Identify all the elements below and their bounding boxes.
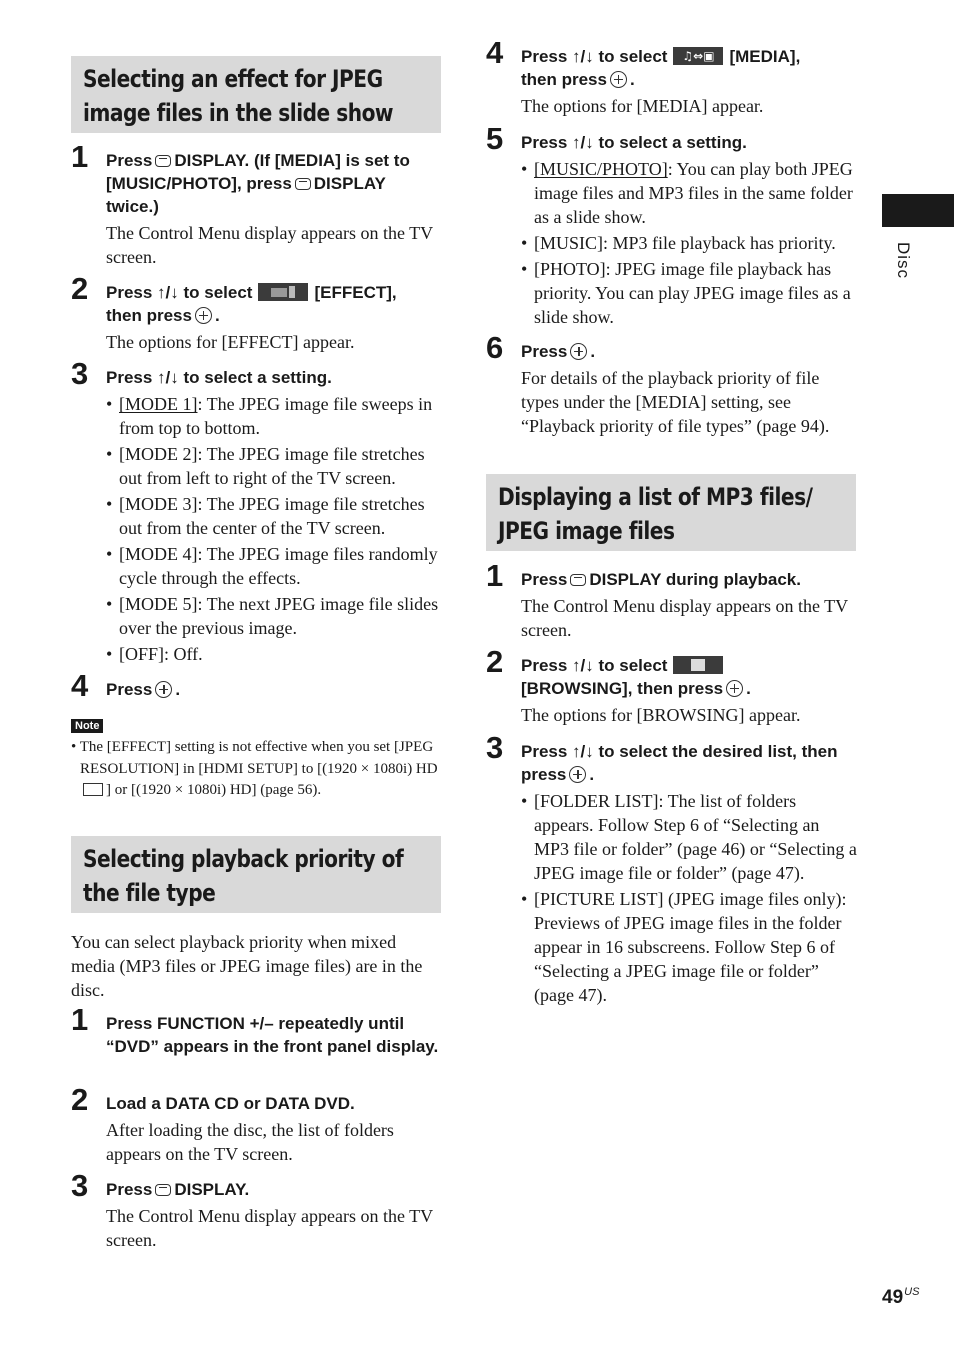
step-number: 2	[486, 644, 504, 679]
step-number: 2	[71, 271, 89, 306]
enter-button-icon	[726, 680, 743, 697]
note-text: • The [EFFECT] setting is not effective when you set [JPEG RESOLUTION] in [HDMI SETUP] to [(1920 × 1080i) HD] or [(1920 × 1080i) HD] (page 56).	[71, 739, 438, 798]
step-number: 3	[71, 1168, 89, 1203]
list-step-1	[486, 558, 858, 642]
list-item: • [PICTURE LIST] (JPEG image files only): Previews of JPEG image files in the folder appear in 16 subscreens. Follow Step 6 of “Selecting a JPEG image file or folder” (page 47).	[521, 887, 858, 1007]
display-button-icon	[295, 178, 311, 190]
step-title: Press ↑/↓ to select a setting.	[106, 368, 332, 387]
section-heading-priority: Selecting playback priority of the file type	[71, 836, 441, 913]
step-body: The options for [EFFECT] appear.	[106, 332, 355, 353]
step-number: 1	[71, 139, 89, 174]
step-number: 6	[486, 330, 504, 365]
list-item: • [MUSIC]: MP3 file playback has priority.	[521, 231, 858, 255]
effect-step-2	[71, 271, 441, 354]
step-title: Press ↑/↓ to select ♫⇔▣ [MEDIA], then press .	[521, 47, 801, 90]
step-number: 3	[486, 730, 504, 765]
step-body: The options for [BROWSING] appear.	[521, 705, 801, 726]
media-menu-icon: ♫⇔▣	[673, 47, 723, 65]
effect-step-3	[71, 356, 441, 668]
browsing-list-options	[521, 789, 858, 1007]
list-item: • [MODE 3]: The JPEG image file stretches out from the center of the TV screen.	[106, 492, 441, 540]
step-number: 3	[71, 356, 89, 391]
step-number: 5	[486, 121, 504, 156]
enter-button-icon	[569, 766, 586, 783]
step-title: Press ↑/↓ to select [BROWSING], then press .	[521, 656, 751, 699]
page-number: $49^{US}$	[882, 1286, 920, 1308]
priority-step-1	[71, 1002, 441, 1058]
section-heading-jpeg-effect: Selecting an effect for JPEG image files in the slide show	[71, 56, 441, 133]
effect-step-1	[71, 139, 441, 269]
hd-frame-icon	[83, 783, 103, 796]
step-number: 4	[71, 668, 89, 703]
priority-step-6	[486, 330, 858, 438]
display-button-icon	[155, 155, 171, 167]
step-title: Press .	[106, 680, 181, 699]
display-button-icon	[155, 1184, 171, 1196]
list-item: • [MODE 1]: The JPEG image file sweeps in from top to bottom.	[106, 392, 441, 440]
priority-step-5	[486, 121, 858, 331]
step-title: Press ↑/↓ to select a setting.	[521, 133, 747, 152]
priority-step-4	[486, 35, 858, 118]
step-body: The Control Menu display appears on the TV screen.	[106, 223, 433, 267]
page-region-suffix: US	[904, 1286, 920, 1298]
enter-button-icon	[195, 307, 212, 324]
effect-step-4	[71, 668, 441, 703]
step-body: For details of the playback priority of file types under the [MEDIA] setting, see “Playback priority of file types” (page 94).	[521, 368, 830, 436]
priority-step-2	[71, 1082, 441, 1166]
step-title: Press .	[521, 342, 596, 361]
list-item: • [PHOTO]: JPEG image file playback has priority. You can play JPEG image files as a slide show.	[521, 257, 858, 329]
list-item: • [MUSIC/PHOTO]: You can play both JPEG image files and MP3 files in the same folder as a slide show.	[521, 157, 858, 229]
chapter-tab-marker	[882, 194, 954, 227]
list-step-2	[486, 644, 858, 727]
step-body: The Control Menu display appears on the TV screen.	[521, 596, 848, 640]
step-number: 1	[71, 1002, 89, 1037]
step-number: 2	[71, 1082, 89, 1117]
effect-mode-list	[106, 392, 441, 666]
step-title: Press ↑/↓ to select the desired list, then press .	[521, 742, 838, 784]
step-title: Press DISPLAY. (If [MEDIA] is set to [MUSIC/PHOTO], press DISPLAY twice.)	[106, 151, 410, 216]
step-body: The Control Menu display appears on the TV screen.	[106, 1206, 433, 1250]
step-title: Press DISPLAY.	[106, 1180, 250, 1199]
chapter-tab-label: Disc	[894, 242, 913, 280]
media-setting-list	[521, 157, 858, 329]
step-title: Load a DATA CD or DATA DVD.	[106, 1094, 355, 1113]
step-number: 4	[486, 35, 504, 70]
list-item: • [FOLDER LIST]: The list of folders appears. Follow Step 6 of “Selecting an MP3 file or folder” (page 46) or “Selecting a JPEG image file or folder” (page 47).	[521, 789, 858, 885]
step-title: Press ↑/↓ to select [EFFECT], then press .	[106, 283, 397, 326]
section-heading-list: Displaying a list of MP3 files/ JPEG image files	[486, 474, 856, 551]
enter-button-icon	[570, 343, 587, 360]
step-title: Press DISPLAY during playback.	[521, 570, 801, 589]
step-body: The options for [MEDIA] appear.	[521, 96, 764, 117]
list-item: • [OFF]: Off.	[106, 642, 441, 666]
browsing-menu-icon	[673, 656, 723, 674]
priority-step-3	[71, 1168, 441, 1252]
priority-intro: You can select playback priority when mixed media (MP3 files or JPEG image files) are in the disc.	[71, 932, 423, 1000]
display-button-icon	[570, 574, 586, 586]
list-step-3	[486, 730, 858, 1009]
list-item: • [MODE 2]: The JPEG image file stretches out from left to right of the TV screen.	[106, 442, 441, 490]
enter-button-icon	[610, 71, 627, 88]
effect-menu-icon	[258, 283, 308, 301]
enter-button-icon	[155, 681, 172, 698]
step-title: Press FUNCTION +/– repeatedly until “DVD” appears in the front panel display.	[106, 1014, 439, 1056]
step-body: After loading the disc, the list of folders appears on the TV screen.	[106, 1120, 394, 1164]
list-item: • [MODE 5]: The next JPEG image file slides over the previous image.	[106, 592, 441, 640]
step-number: 1	[486, 558, 504, 593]
note-label: Note	[71, 719, 103, 733]
list-item: • [MODE 4]: The JPEG image files randomly cycle through the effects.	[106, 542, 441, 590]
